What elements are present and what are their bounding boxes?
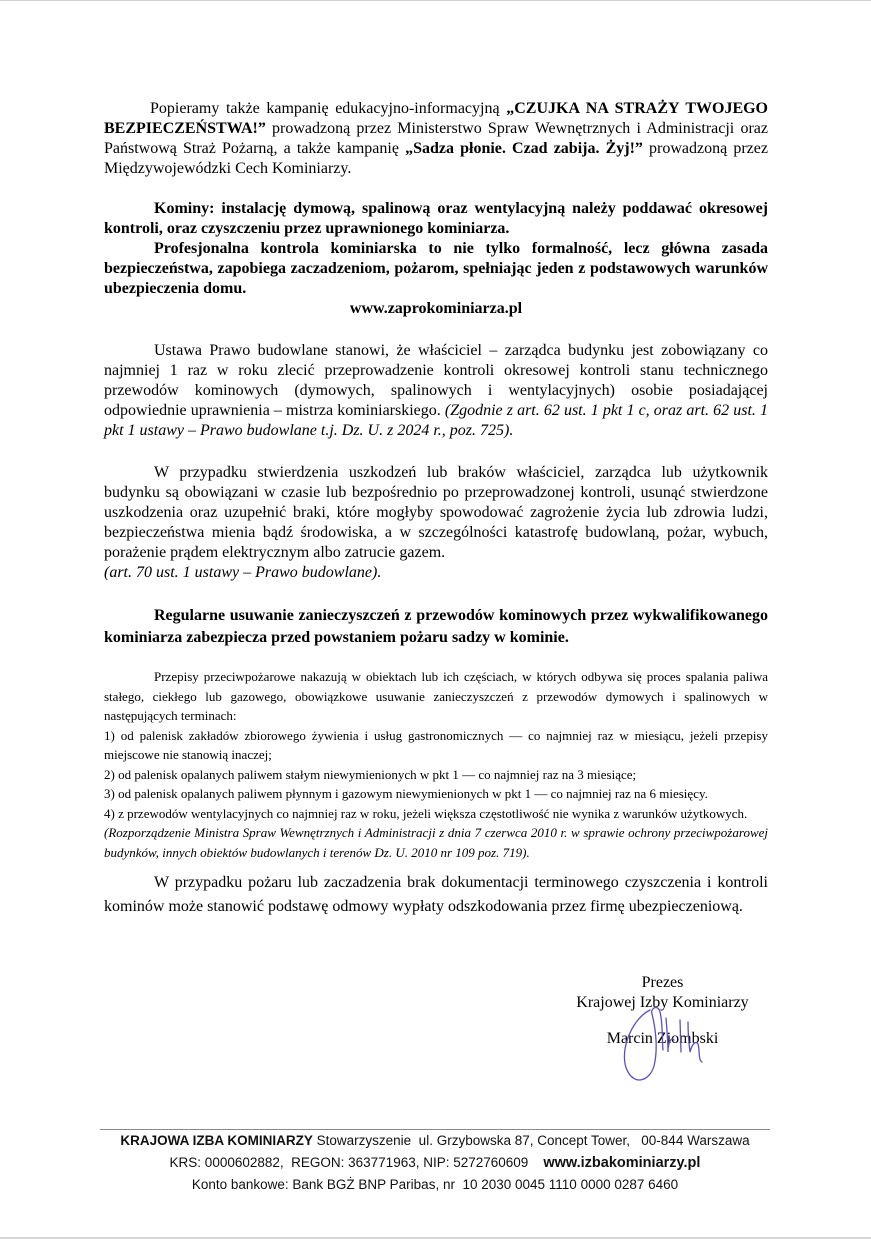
building-law-paragraph — [104, 341, 768, 441]
footer-address-line — [90, 1130, 780, 1152]
handwritten-signature-icon — [610, 1000, 720, 1095]
signatory-title: Prezes — [641, 974, 684, 991]
page-top-edge — [0, 0, 871, 1]
fire-rules-intro: Przepisy przeciwpożarowe nakazują w obiektach lub ich częściach, w których odbywa się proces spalania paliwa stałego, ciekłego lub gazowego, obowiązkowe usuwanie zanieczyszczeń z przewodów dymowych i spalinowych w następujących terminach: — [104, 669, 768, 723]
campaign-czujka: „CZUJKA NA STRAŻY TWOJEGO BEZPIECZEŃSTWA!” — [104, 100, 769, 137]
campaign-sadza: „Sadza płonie. Czad zabija. Żyj!” — [405, 140, 643, 157]
campaign-lead: Popieramy także kampanię edukacyjno-informacyjną — [150, 100, 507, 117]
fire-rules-citation: (Rozporządzenie Ministra Spraw Wewnętrznych i Administracji z dnia 7 czerwca 2010 r. w sprawie ochrony przeciwpożarowej budynków, innych obiektów budowlanych i terenów Dz. U. 2010 nr 109 poz. 719). — [104, 825, 768, 860]
footer-bank-line: Konto bankowe: Bank BGŻ BNP Paribas, nr 10 2030 0045 1110 0000 0287 6460 — [191, 1177, 679, 1192]
damage-paragraph: W przypadku stwierdzenia uszkodzeń lub braków właściciel, zarządca lub użytkownik budynku są obowiązani w czasie lub bezpośrednio po przeprowadzonej kontroli, usunąć stwierdzone uszkodzenia oraz uzupełnić braki, które mogłyby spowodować zagrożenie życia lub zdrowia ludzi, bezpieczeństwa mienia bądź środowiska, a w szczególności katastrofę budowlaną, pożar, wybuch, porażenie prądem elektrycznym albo zatrucie gazem. — [104, 464, 768, 561]
fire-rules-item-3: 3) od palenisk opalanych paliwem płynnym i gazowym niewymienionych w pkt 1 — co najmniej raz na 6 miesięcy. — [104, 786, 708, 801]
building-law-text: Ustawa Prawo budowlane stanowi, że właściciel – zarządca budynku jest zobowiązany co najmniej 1 raz w roku zlecić przeprowadzenie kontroli okresowej kontroli stanu technicznego przewodów kominowych (dymowych, spalinowych i wentylacyjnych) osobie posiadającej odpowiednie uprawnienia – mistrza kominiarskiego. — [104, 342, 768, 419]
building-law-citation: (Zgodnie z art. 62 ust. 1 pkt 1 c, oraz art. 62 ust. 1 pkt 1 ustawy – Prawo budowlane t.j. Dz. U. z 2024 r., poz. 725). — [104, 402, 768, 439]
insurance-paragraph: W przypadku pożaru lub zaczadzenia brak dokumentacji terminowego czyszczenia i kontroli kominów może stanowić podstawę odmowy wypłaty odszkodowania przez firmę ubezpieczeniową. — [104, 874, 768, 915]
website-link[interactable]: www.zaprokominiarza.pl — [349, 300, 523, 317]
fire-rules-item-2: 2) od palenisk opalanych paliwem stałym niewymienionych w pkt 1 — co najmniej raz na 3 miesiące; — [104, 766, 637, 782]
campaign-mid: prowadzoną przez Ministerstwo Spraw Wewnętrznych i Administracji oraz Państwową Straż Pożarną, a także kampanię — [104, 120, 768, 157]
footer-address: Stowarzyszenie ul. Grzybowska 87, Concept Tower, 00-844 Warszawa — [312, 1133, 750, 1148]
soot-fire-paragraph: Regularne usuwanie zanieczyszczeń z przewodów kominowych przez wykwalifikowanego kominiarza zabezpiecza przed powstaniem pożaru sadzy w kominie. — [104, 607, 768, 646]
fire-rules-item-1: 1) od palenisk zakładów zbiorowego żywienia i usług gastronomicznych — co najmniej raz w miesiącu, jeżeli przepisy miejscowe nie stanowią inaczej; — [104, 727, 768, 762]
signatory-name: Marcin Ziombski — [606, 1030, 719, 1047]
signatory-organization: Krajowej Izby Kominiarzy — [576, 994, 749, 1011]
footer-registry: KRS: 0000602882, REGON: 363771963, NIP: 5272760609 — [169, 1154, 544, 1170]
footer-website-link[interactable]: www.izbakominiarzy.pl — [543, 1154, 701, 1171]
damage-citation: (art. 70 ust. 1 ustawy – Prawo budowlane). — [104, 564, 382, 581]
chimney-control-paragraph: Kominy: instalację dymową, spalinową oraz wentylacyjną należy poddawać okresowej kontroli, oraz czyszczeniu przez uprawnionego kominiarza. — [104, 200, 768, 237]
professional-control-paragraph: Profesjonalna kontrola kominiarska to nie tylko formalność, lecz główna zasada bezpieczeństwa, zapobiega zaczadzeniom, pożarom, spełniając jeden z podstawowych warunków ubezpieczenia domu. — [104, 240, 768, 297]
campaign-paragraph — [104, 99, 768, 179]
fire-rules-item-4: 4) z przewodów wentylacyjnych co najmniej raz w roku, jeżeli większa częstotliwość nie wynika z warunków użytkowych. — [104, 805, 748, 821]
footer-registry-line — [90, 1152, 780, 1175]
campaign-tail: prowadzoną przez Międzywojewódzki Cech Kominiarzy. — [104, 140, 768, 177]
footer — [90, 1130, 780, 1196]
footer-org-name: KRAJOWA IZBA KOMINIARZY — [120, 1133, 313, 1148]
document-body — [104, 99, 768, 919]
